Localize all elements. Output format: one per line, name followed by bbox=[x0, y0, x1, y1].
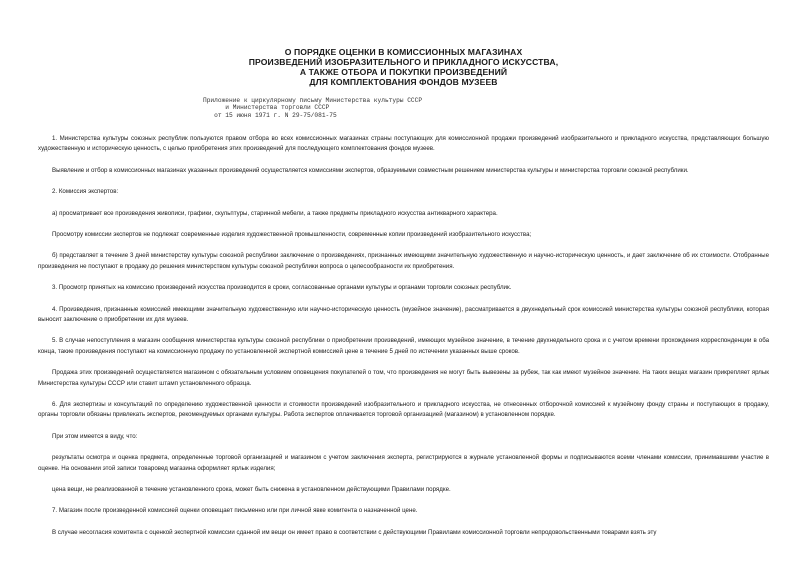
paragraph: 6. Для экспертизы и консультаций по определению художественной ценности и стоимости произведений изобразительного и прикладного искусства, не отнесенных отборочной комиссией к музейному фонду страны и поступающих в продажу, органы торговли обязаны привлекать экспертов, рекомендуемых органами культуры. Работа экспертов оплачивается торговой организацией (магазином) в установленном порядке. bbox=[38, 400, 769, 419]
paragraph: 4. Произведения, признанные комиссией имеющими значительную художественную или научно-историческую ценность (музейное значение), рассматривается в двухнедельный срок комиссией министерства культуры союзной республики, которая выносит заключение о приобретении их для музеев. bbox=[38, 305, 769, 323]
paragraph: 7. Магазин после произведенной комиссией оценки оповещает письменно или при личной явке комитента о назначенной цене. bbox=[52, 507, 418, 515]
appendix-line: Приложение к циркулярному письму Министерства культуры СССР bbox=[203, 97, 423, 104]
paragraph: Просмотру комиссии экспертов не подлежат современные изделия художественной промышленности, современные копии произведений изобразительного искусства; bbox=[52, 230, 532, 238]
paragraph: В случае несогласия комитента с оценкой экспертной комиссии сданной им вещи он имеет право в соответствии с действующими Правилами комиссионной торговли непродовольственными товарами взять эту bbox=[52, 528, 657, 536]
document-title bbox=[38, 47, 769, 87]
paragraph: При этом имеется в виду, что: bbox=[52, 432, 138, 440]
paragraph: 5. В случае непоступления в магазин сообщения министерства культуры союзной республики о приобретении произведений, имеющих музейное значение, в течение двухнедельного срока и с учетом времени прохождения корреспонденции в оба конца, такие произведения поступают на комиссионную продажу по установленной экспертной комиссией цене в течение 5 дней по истечении указанных выше сроков. bbox=[38, 337, 769, 355]
appendix-line: от 15 июня 1971 г. N 29-75/081-75 bbox=[203, 111, 337, 119]
paragraph: 1. Министерства культуры союзных республик пользуются правом отбора во всех комиссионных магазинах страны поступающих для комиссионной продажи произведений изобразительного и прикладного искусства, представляющих большую художественную и историческую ценность, с целью приобретения этих произведений для последующего комплектования фондов музеев. bbox=[38, 134, 769, 153]
appendix-line: и Министерства торговли СССР bbox=[203, 104, 330, 112]
title-line: ДЛЯ КОМПЛЕКТОВАНИЯ ФОНДОВ МУЗЕЕВ bbox=[309, 77, 498, 87]
title-line: А ТАКЖЕ ОТБОРА И ПОКУПКИ ПРОИЗВЕДЕНИЙ bbox=[299, 67, 508, 77]
document-body bbox=[38, 134, 769, 538]
title-line: ПРОИЗВЕДЕНИЙ ИЗОБРАЗИТЕЛЬНОГО И ПРИКЛАДНОГО ИСКУССТВА, bbox=[248, 57, 559, 67]
paragraph: 3. Просмотр принятых на комиссию произведений искусства производится в сроки, согласованные органами культуры и органами торговли союзных республик. bbox=[52, 284, 512, 292]
paragraph: Продажа этих произведений осуществляется магазином с обязательным условием оповещения покупателей о том, что произведения не могут быть вывезены за рубеж, так как имеют музейное значение. На таких вещах магазин прикрепляет ярлык Министерства культуры СССР или ставит штамп установленного образца. bbox=[38, 369, 769, 387]
title-line: О ПОРЯДКЕ ОЦЕНКИ В КОМИССИОННЫХ МАГАЗИНАХ bbox=[284, 47, 523, 57]
paragraph: б) представляет в течение 3 дней министерству культуры союзной республики заключение о произведениях, признанных имеющими значительную художественную и научно-историческую ценность, и дает заключение об их стоимости. Отобранные произведения не поступают в продажу до решения министерством культуры союзной республики вопроса о целесообразности их приобретения. bbox=[38, 252, 769, 270]
paragraph: 2. Комиссия экспертов: bbox=[52, 188, 119, 196]
paragraph: цена вещи, не реализованной в течение установленного срока, может быть снижена в установленном действующими Правилами порядке. bbox=[52, 486, 451, 494]
paragraph: а) просматривает все произведения живописи, графики, скульптуры, старинной мебели, а также предметы прикладного искусства антикварного характера. bbox=[52, 209, 498, 217]
appendix-note bbox=[203, 97, 769, 119]
paragraph: результаты осмотра и оценка предмета, определенные торговой организацией и магазином с учетом заключения эксперта, регистрируются в журнале установленной формы и подписываются всеми членами комиссии, принимавшими участие в оценке. На основании этой записи товаровед магазина оформляет ярлык изделия; bbox=[38, 454, 769, 472]
document-page bbox=[38, 47, 769, 538]
paragraph: Выявление и отбор в комиссионных магазинах указанных произведений осуществляется комиссиями экспертов, образуемыми совместным решением министерства культуры и министерства торговли союзной республики. bbox=[52, 166, 689, 174]
